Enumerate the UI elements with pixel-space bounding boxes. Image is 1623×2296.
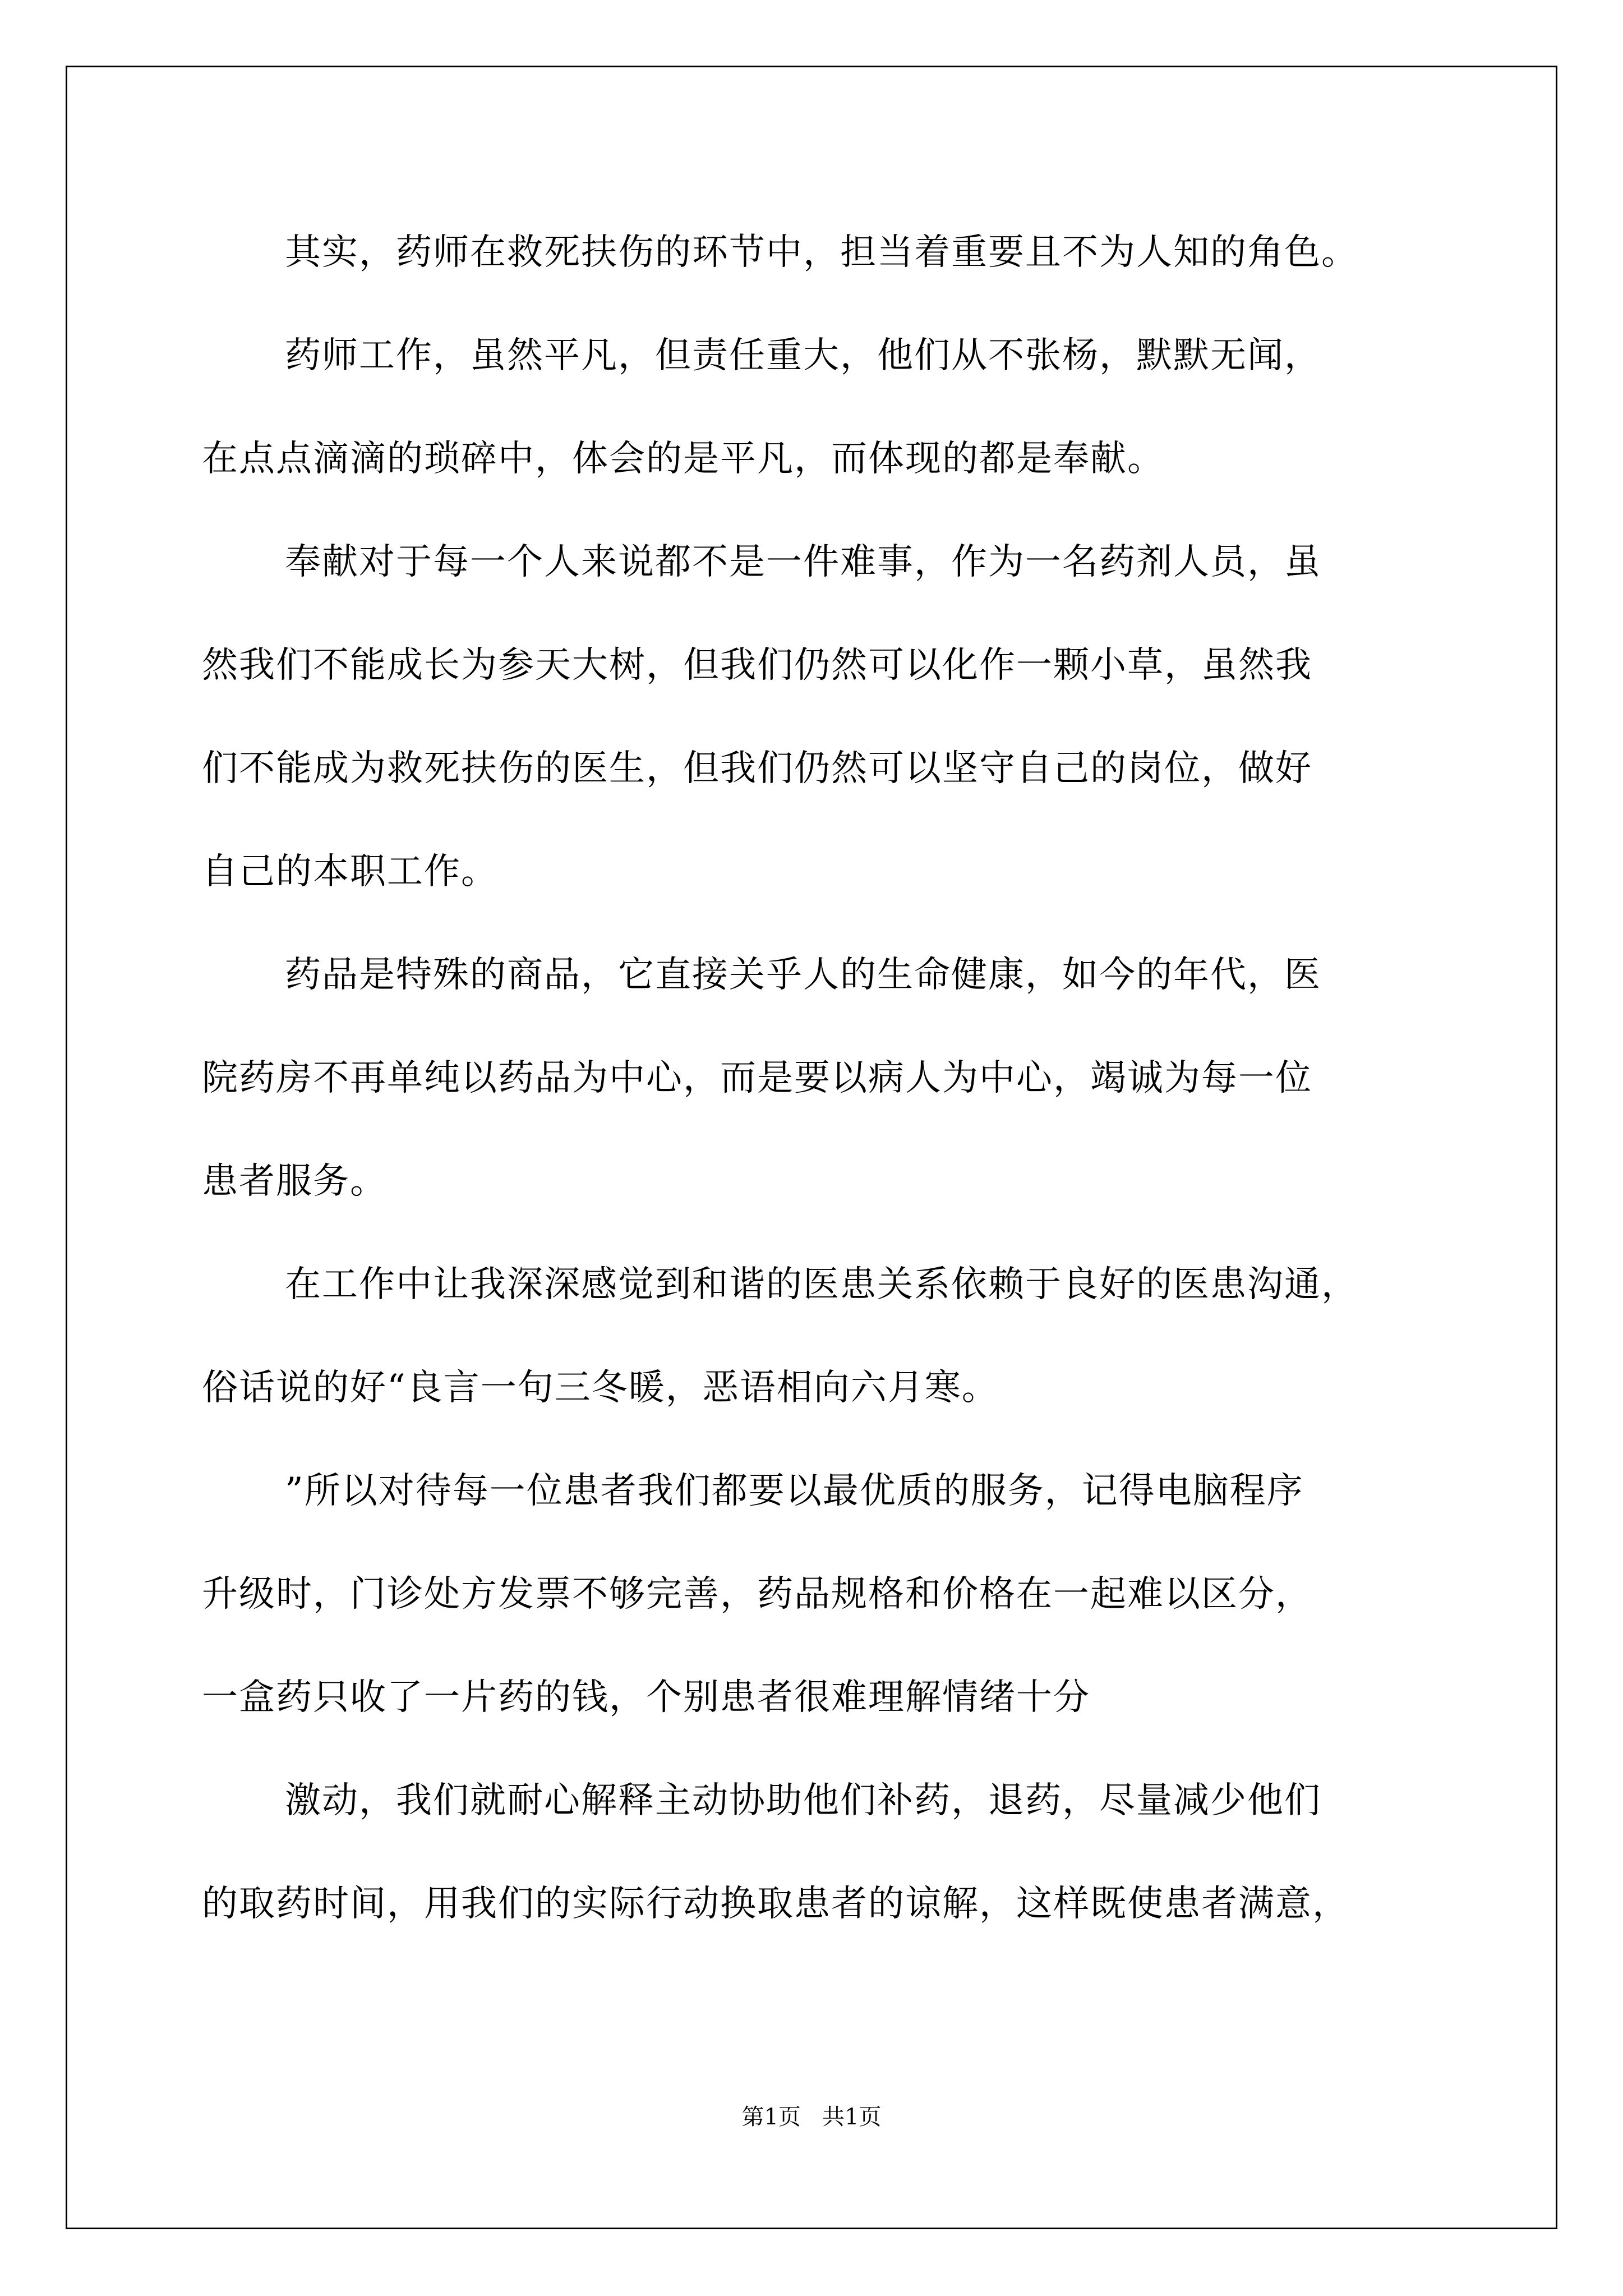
paragraph-line: 自己的本职工作。 (202, 851, 498, 892)
paragraph-line: 其实，药师在救死扶伤的环节中，担当着重要且不为人知的角色。 (285, 232, 1358, 273)
paragraph-line: 院药房不再单纯以药品为中心，而是要以病人为中心，竭诚为每一位 (202, 1057, 1312, 1099)
paragraph-line: 的取药时间，用我们的实际行动换取患者的谅解，这样既使患者满意， (202, 1883, 1349, 1925)
paragraph-line: 激动，我们就耐心解释主动协助他们补药，退药，尽量减少他们 (285, 1780, 1321, 1821)
paragraph-line: ”所以对待每一位患者我们都要以最优质的服务，记得电脑程序 (285, 1470, 1304, 1512)
paragraph-line: 俗话说的好“良言一句三冬暖，恶语相向六月寒。 (202, 1367, 999, 1409)
paragraph-line: 奉献对于每一个人来说都不是一件难事，作为一名药剂人员，虽 (285, 541, 1321, 583)
page-footer: 第1页 共1页 (741, 2104, 882, 2130)
paragraph-line: 在工作中让我深深感觉到和谐的医患关系依赖于良好的医患沟通， (285, 1264, 1358, 1305)
paragraph-line: 药品是特殊的商品，它直接关乎人的生命健康，如今的年代，医 (285, 954, 1321, 996)
paragraph-line: 然我们不能成长为参天大树，但我们仍然可以化作一颗小草，虽然我 (202, 645, 1312, 686)
paragraph-line: 一盒药只收了一片药的钱，个别患者很难理解情绪十分 (202, 1677, 1090, 1718)
paragraph-line: 在点点滴滴的琐碎中，体会的是平凡，而体现的都是奉献。 (202, 438, 1164, 480)
paragraph-line: 升级时，门诊处方发票不够完善，药品规格和价格在一起难以区分， (202, 1573, 1312, 1615)
paragraph-line: 们不能成为救死扶伤的医生，但我们仍然可以坚守自己的岗位，做好 (202, 748, 1312, 789)
paragraph-line: 患者服务。 (202, 1161, 387, 1202)
paragraph-line: 药师工作，虽然平凡，但责任重大，他们从不张杨，默默无闻， (285, 335, 1321, 376)
